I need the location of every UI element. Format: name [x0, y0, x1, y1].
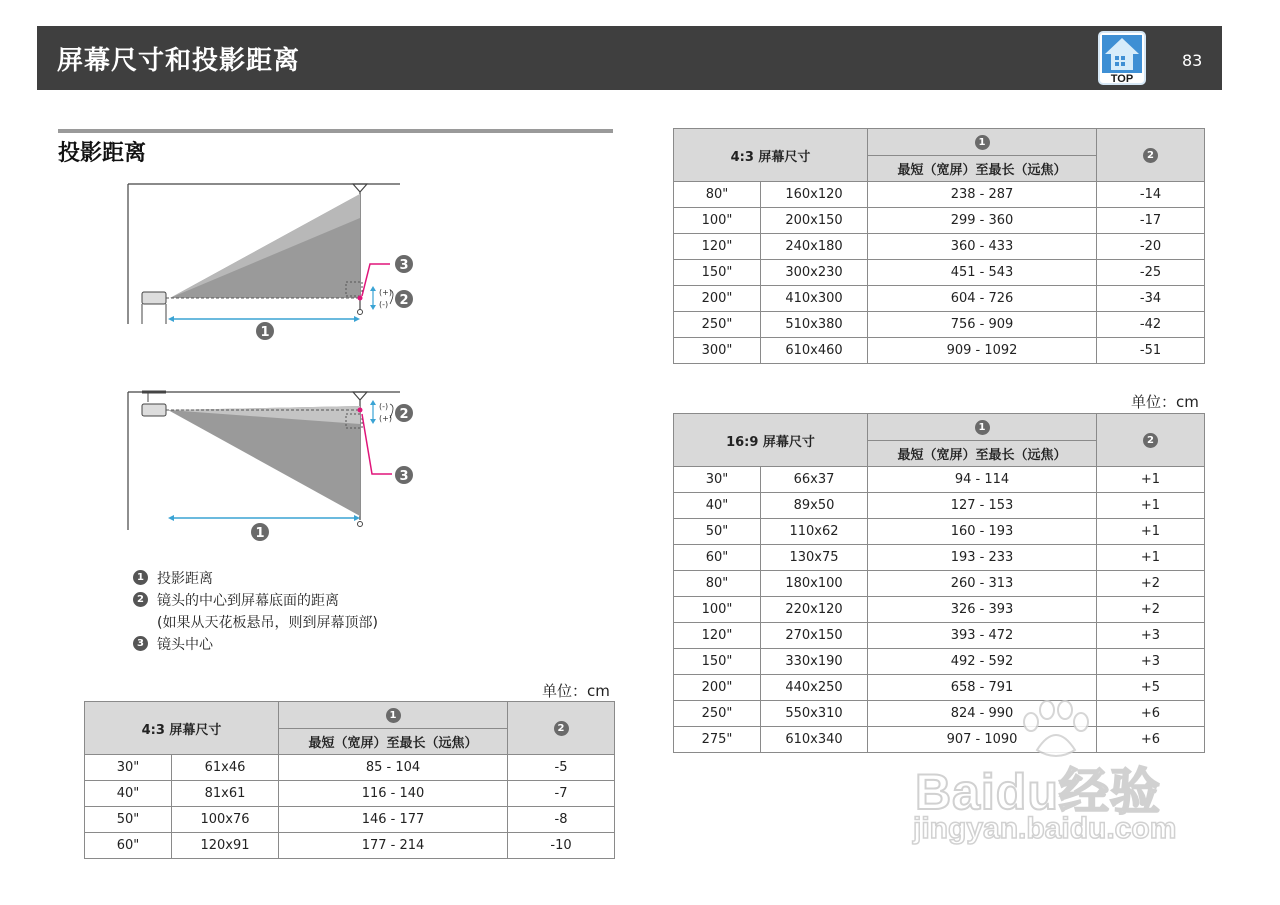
cell-offset: +6: [1097, 701, 1205, 727]
table-row: [674, 571, 1205, 597]
cell-offset: -17: [1097, 208, 1205, 234]
legend-text: (如果从天花板悬吊，则到屏幕顶部): [157, 615, 378, 631]
cell-offset: +5: [1097, 675, 1205, 701]
cell-offset: -42: [1097, 312, 1205, 338]
table-row: [85, 781, 615, 807]
legend-text: 投影距离: [157, 571, 213, 587]
svg-text:3: 3: [399, 469, 409, 484]
paw-icon: [1017, 700, 1097, 760]
cell-dimensions: 410x300: [761, 286, 868, 312]
cell-dimensions: 610x340: [761, 727, 868, 753]
cell-offset: +1: [1097, 545, 1205, 571]
cell-offset: -25: [1097, 260, 1205, 286]
legend-item: [133, 568, 378, 590]
cell-offset: +2: [1097, 597, 1205, 623]
col-header-size: 16:9 屏幕尺寸: [674, 414, 868, 467]
svg-text:1: 1: [260, 325, 270, 340]
col-header-size: 4:3 屏幕尺寸: [674, 129, 868, 182]
cell-distance: 604 - 726: [868, 286, 1097, 312]
top-logo-label: TOP: [1110, 73, 1134, 85]
table-row: [674, 260, 1205, 286]
cell-dimensions: 110x62: [761, 519, 868, 545]
svg-text:2: 2: [399, 293, 409, 308]
cell-dimensions: 330x190: [761, 649, 868, 675]
table-row: [674, 312, 1205, 338]
cell-dimensions: 160x120: [761, 182, 868, 208]
cell-diagonal: 150": [674, 649, 761, 675]
page-title: 屏幕尺寸和投影距离: [57, 46, 301, 76]
cell-diagonal: 40": [674, 493, 761, 519]
cell-diagonal: 50": [674, 519, 761, 545]
table-row: [674, 234, 1205, 260]
cell-offset: -14: [1097, 182, 1205, 208]
col-subheader-distance: 最短（宽屏）至最长（远焦）: [868, 441, 1097, 467]
legend-text: 镜头的中心到屏幕底面的距离: [157, 593, 339, 609]
floor-projection-diagram: [120, 178, 420, 348]
cell-distance: 658 - 791: [868, 675, 1097, 701]
cell-diagonal: 150": [674, 260, 761, 286]
col-header-offset: 2: [508, 702, 615, 755]
cell-diagonal: 30": [85, 755, 172, 781]
unit-label-right: 单位：cm: [1131, 393, 1199, 411]
cell-distance: 451 - 543: [868, 260, 1097, 286]
cell-distance: 360 - 433: [868, 234, 1097, 260]
cell-offset: +3: [1097, 649, 1205, 675]
legend-item: [133, 612, 378, 634]
legend-num: 2: [133, 592, 148, 607]
cell-diagonal: 250": [674, 312, 761, 338]
plus-label: (+): [379, 288, 392, 297]
cell-dimensions: 100x76: [172, 807, 279, 833]
cell-dimensions: 510x380: [761, 312, 868, 338]
cell-diagonal: 30": [674, 467, 761, 493]
cell-distance: 909 - 1092: [868, 338, 1097, 364]
cell-distance: 177 - 214: [279, 833, 508, 859]
col-header-distance: 1: [279, 702, 508, 729]
cell-diagonal: 275": [674, 727, 761, 753]
cell-distance: 238 - 287: [868, 182, 1097, 208]
cell-offset: -51: [1097, 338, 1205, 364]
cell-dimensions: 550x310: [761, 701, 868, 727]
cell-distance: 146 - 177: [279, 807, 508, 833]
cell-diagonal: 100": [674, 597, 761, 623]
cell-distance: 492 - 592: [868, 649, 1097, 675]
legend-num: 3: [133, 636, 148, 651]
cell-distance: 160 - 193: [868, 519, 1097, 545]
cell-distance: 94 - 114: [868, 467, 1097, 493]
cell-distance: 907 - 1090: [868, 727, 1097, 753]
svg-text:1: 1: [255, 526, 265, 541]
cell-diagonal: 250": [674, 701, 761, 727]
cell-dimensions: 440x250: [761, 675, 868, 701]
ceiling-projection-diagram: [120, 384, 420, 546]
table-43-small: [84, 701, 615, 859]
cell-distance: 127 - 153: [868, 493, 1097, 519]
table-row: [674, 182, 1205, 208]
section-title: 投影距离: [58, 141, 147, 166]
cell-offset: +1: [1097, 467, 1205, 493]
cell-offset: +2: [1097, 571, 1205, 597]
cell-dimensions: 220x120: [761, 597, 868, 623]
svg-text:3: 3: [399, 258, 409, 273]
cell-diagonal: 120": [674, 234, 761, 260]
cell-diagonal: 200": [674, 286, 761, 312]
table-row: [674, 623, 1205, 649]
cell-distance: 193 - 233: [868, 545, 1097, 571]
watermark-brand: Baidu经验: [915, 764, 1161, 820]
cell-offset: -10: [508, 833, 615, 859]
cell-offset: -8: [508, 807, 615, 833]
col-header-distance: 1: [868, 414, 1097, 441]
col-header-size: 4:3 屏幕尺寸: [85, 702, 279, 755]
cell-diagonal: 120": [674, 623, 761, 649]
col-subheader-distance: 最短（宽屏）至最长（远焦）: [868, 156, 1097, 182]
legend-item: [133, 634, 378, 656]
cell-offset: +6: [1097, 727, 1205, 753]
col-header-offset: 2: [1097, 414, 1205, 467]
table-row: [674, 338, 1205, 364]
col-subheader-distance: 最短（宽屏）至最长（远焦）: [279, 729, 508, 755]
cell-distance: 756 - 909: [868, 312, 1097, 338]
diagram-legend: [133, 568, 378, 656]
cell-dimensions: 61x46: [172, 755, 279, 781]
table-row: [674, 286, 1205, 312]
cell-diagonal: 80": [674, 571, 761, 597]
table-row: [674, 493, 1205, 519]
watermark-url: jingyan.baidu.com: [913, 812, 1177, 845]
table-row: [674, 467, 1205, 493]
cell-offset: +3: [1097, 623, 1205, 649]
cell-offset: -34: [1097, 286, 1205, 312]
cell-offset: +1: [1097, 493, 1205, 519]
table-43-large: [673, 128, 1205, 364]
cell-diagonal: 40": [85, 781, 172, 807]
table-row: [674, 675, 1205, 701]
col-header-offset: 2: [1097, 129, 1205, 182]
cell-distance: 85 - 104: [279, 755, 508, 781]
cell-distance: 393 - 472: [868, 623, 1097, 649]
cell-diagonal: 100": [674, 208, 761, 234]
cell-diagonal: 300": [674, 338, 761, 364]
table-row: [85, 755, 615, 781]
cell-dimensions: 300x230: [761, 260, 868, 286]
table-row: [674, 597, 1205, 623]
baidu-watermark: [905, 700, 1215, 860]
cell-dimensions: 240x180: [761, 234, 868, 260]
cell-dimensions: 89x50: [761, 493, 868, 519]
legend-text: 镜头中心: [157, 637, 213, 653]
cell-diagonal: 200": [674, 675, 761, 701]
cell-distance: 299 - 360: [868, 208, 1097, 234]
table-row: [674, 545, 1205, 571]
plus-label-2: (+): [379, 414, 392, 423]
cell-distance: 824 - 990: [868, 701, 1097, 727]
svg-text:2: 2: [399, 407, 409, 422]
cell-offset: -5: [508, 755, 615, 781]
cell-dimensions: 180x100: [761, 571, 868, 597]
page-number: 83: [1182, 51, 1203, 70]
cell-diagonal: 50": [85, 807, 172, 833]
cell-offset: +1: [1097, 519, 1205, 545]
cell-offset: -20: [1097, 234, 1205, 260]
cell-distance: 326 - 393: [868, 597, 1097, 623]
legend-item: [133, 590, 378, 612]
table-row: [85, 807, 615, 833]
table-row: [674, 208, 1205, 234]
cell-dimensions: 270x150: [761, 623, 868, 649]
cell-dimensions: 81x61: [172, 781, 279, 807]
legend-num: 1: [133, 570, 148, 585]
table-row: [674, 649, 1205, 675]
cell-diagonal: 80": [674, 182, 761, 208]
cell-dimensions: 120x91: [172, 833, 279, 859]
cell-offset: -7: [508, 781, 615, 807]
cell-dimensions: 130x75: [761, 545, 868, 571]
page-header: [37, 26, 1222, 90]
cell-diagonal: 60": [85, 833, 172, 859]
col-header-distance: 1: [868, 129, 1097, 156]
minus-label: (-): [379, 300, 389, 309]
cell-diagonal: 60": [674, 545, 761, 571]
table-row: [674, 519, 1205, 545]
minus-label-2: (-): [379, 402, 389, 411]
cell-dimensions: 200x150: [761, 208, 868, 234]
cell-distance: 260 - 313: [868, 571, 1097, 597]
top-home-icon[interactable]: [1097, 30, 1147, 86]
cell-dimensions: 66x37: [761, 467, 868, 493]
table-row: [85, 833, 615, 859]
unit-label-left: 单位：cm: [542, 682, 610, 700]
cell-distance: 116 - 140: [279, 781, 508, 807]
legend-num: [133, 614, 148, 629]
cell-dimensions: 610x460: [761, 338, 868, 364]
section-rule: [58, 129, 613, 133]
